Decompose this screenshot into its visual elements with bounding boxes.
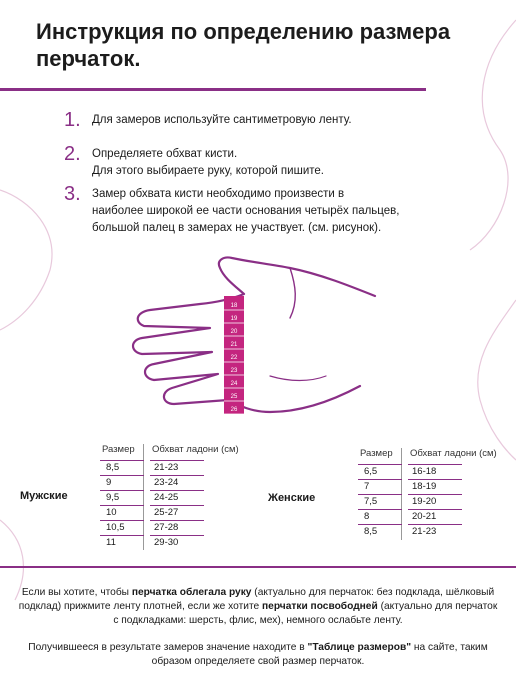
size-table-reference-text: Получившееся в результате замеров значение находите в "Таблице размеров" на сайте, таким образом определяете свой размер перчаток. [28,642,488,667]
fit-advice-text: Если вы хотите, чтобы перчатка облегала руку (актуально для перчаток: без подклада, шёлковый подклад) прижмите ленту плотней, если же хотите перчатки посвободней (актуально для перчаток с подкладками: шерсть, флис, мех), немного ослабьте ленту. [18,587,498,626]
bottom-divider [0,566,516,568]
tape-mark-label: 18 [230,303,238,309]
row-divider [150,490,204,491]
step-text: наиболее широкой ее части основания четырёх пальцев, [92,205,400,217]
row-divider [100,520,144,521]
step-text: Определяете обхват кисти. [92,148,238,160]
girth-cell: 21-23 [412,526,437,537]
step-number: 3. [64,183,81,205]
title-divider [0,88,426,91]
size-cell: 8 [364,511,370,522]
row-divider [358,509,402,510]
row-divider [100,505,144,506]
row-divider [150,520,204,521]
step-text: большой палец в замерах не участвует. (см. рисунок). [92,222,382,234]
step-text: Замер обхвата кисти необходимо произвести в [92,188,345,200]
row-divider [100,460,144,461]
girth-cell: 21-23 [154,462,179,473]
row-divider [408,464,462,465]
size-cell: 10,5 [106,522,125,533]
size-cell: 8,5 [106,462,120,473]
tape-mark-label: 24 [230,381,238,387]
tape-mark-label: 25 [230,394,238,400]
women-label: Женские [268,492,316,504]
row-divider [358,479,402,480]
row-divider [408,509,462,510]
step-number: 1. [64,109,81,131]
table-row [346,526,516,541]
row-divider [150,475,204,476]
men-size-table [88,444,258,552]
girth-cell: 20-21 [412,511,437,522]
measuring-tape [224,296,244,414]
tape-mark-label: 23 [230,368,238,374]
tape-mark-label: 26 [230,407,238,413]
hand-measurement-illustration [120,256,380,426]
row-divider [150,460,204,461]
men-label: Мужские [20,490,68,502]
col-girth-header: Обхват ладони (см) [410,448,497,459]
tape-mark-label: 22 [230,355,238,361]
col-girth-header: Обхват ладони (см) [152,444,239,455]
size-cell: 9,5 [106,492,120,503]
girth-cell: 29-30 [154,537,179,548]
row-divider [358,494,402,495]
row-divider [100,475,144,476]
row-divider [100,490,144,491]
row-divider [358,464,402,465]
girth-cell: 24-25 [154,492,179,503]
girth-cell: 25-27 [154,507,179,518]
size-cell: 9 [106,477,112,488]
row-divider [408,479,462,480]
size-cell: 11 [106,537,116,548]
step-text: Для замеров используйте сантиметровую ленту. [92,114,352,126]
row-divider [100,535,144,536]
row-divider [150,535,204,536]
row-divider [408,494,462,495]
girth-cell: 19-20 [412,496,437,507]
girth-cell: 18-19 [412,481,437,492]
col-size-header: Размер [102,444,135,455]
row-divider [358,524,402,525]
girth-cell: 23-24 [154,477,179,488]
women-size-table [346,448,516,544]
tape-mark-label: 19 [230,316,238,322]
row-divider [408,524,462,525]
step-number: 2. [64,143,81,165]
tape-mark-label: 21 [230,342,238,348]
size-cell: 10 [106,507,117,518]
girth-cell: 16-18 [412,466,437,477]
size-cell: 8,5 [364,526,378,537]
tape-mark-label: 20 [230,329,238,335]
size-cell: 7,5 [364,496,378,507]
size-cell: 6,5 [364,466,378,477]
page-title: Инструкция по определению размера перчаток. [36,19,451,71]
step-text: Для этого выбираете руку, которой пишите. [92,165,324,177]
girth-cell: 27-28 [154,522,179,533]
row-divider [150,505,204,506]
hand-outline [133,257,375,412]
table-row [88,537,258,552]
size-cell: 7 [364,481,370,492]
col-size-header: Размер [360,448,393,459]
